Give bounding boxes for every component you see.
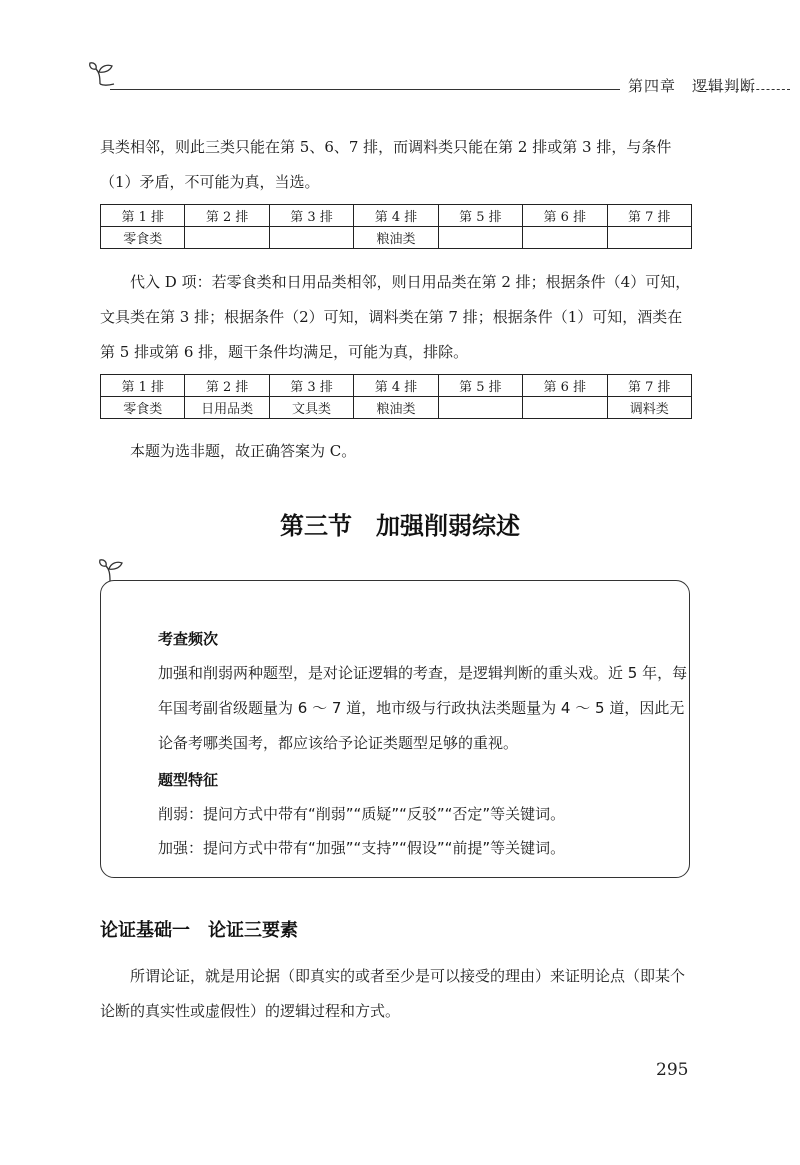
table-cell: 零食类 [101,397,185,419]
section-title: 第三节 加强削弱综述 [280,512,520,540]
answer-paragraph: 本题为选非题，故正确答案为 C。 [130,442,357,460]
table-row [101,397,692,419]
table-cell [607,227,691,249]
table-cell: 第 6 排 [523,205,607,227]
table-cell: 日用品类 [185,397,269,419]
header-rule-right [700,89,790,90]
table-cell: 调料类 [607,397,691,419]
table-cell: 第 5 排 [438,205,522,227]
box-text-strengthen: 加强：提问方式中带有“加强”“支持”“假设”“前提”等关键词。 [158,839,566,857]
sprout-icon [88,60,118,86]
table-cell: 第 2 排 [185,205,269,227]
paragraph-1: 具类相邻，则此三类只能在第 5、6、7 排，而调料类只能在第 2 排或第 3 排，与条件（1）矛盾，不可能为真，当选。 [100,138,672,191]
table-cell: 第 7 排 [607,205,691,227]
page-header [88,60,790,94]
table-row [101,227,692,249]
header-rule-left [110,89,620,90]
table-cell: 第 1 排 [101,375,185,397]
chapter-title: 第四章 逻辑判断 [628,77,757,95]
table-cell: 粮油类 [354,227,438,249]
table-cell: 第 5 排 [438,375,522,397]
arrangement-table-2 [100,374,692,419]
subheading: 论证基础一 论证三要素 [100,920,298,941]
table-cell [438,227,522,249]
table-cell: 第 2 排 [185,375,269,397]
page-number: 295 [656,1060,689,1080]
table-header-row [101,375,692,397]
paragraph-2: 代入 D 项：若零食类和日用品类相邻，则日用品类在第 2 排；根据条件（4）可知，文具类在第 3 排；根据条件（2）可知，调料类在第 7 排；根据条件（1）可知，酒类在第 5 排或第 6 排，题干条件均满足，可能为真，排除。 [100,273,691,361]
table-cell [185,227,269,249]
table-header-row [101,205,692,227]
table-cell: 第 6 排 [523,375,607,397]
table-cell: 第 4 排 [354,205,438,227]
box-heading-features: 题型特征 [158,771,219,789]
paragraph-4: 所谓论证，就是用论据（即真实的或者至少是可以接受的理由）来证明论点（即某个论断的真实性或虚假性）的逻辑过程和方式。 [100,967,686,1020]
arrangement-table-1 [100,204,692,249]
table-cell [523,397,607,419]
box-text-weaken: 削弱：提问方式中带有“削弱”“质疑”“反驳”“否定”等关键词。 [158,805,566,823]
table-cell: 第 3 排 [269,205,353,227]
box-heading-frequency: 考查频次 [158,630,219,648]
table-cell: 零食类 [101,227,185,249]
table-cell: 第 7 排 [607,375,691,397]
table-cell: 文具类 [269,397,353,419]
table-cell: 第 3 排 [269,375,353,397]
table-cell: 第 4 排 [354,375,438,397]
table-cell [523,227,607,249]
table-cell: 第 1 排 [101,205,185,227]
table-cell: 粮油类 [354,397,438,419]
box-text-frequency: 加强和削弱两种题型，是对论证逻辑的考查，是逻辑判断的重头戏。近 5 年，每年国考副省级题量为 6 ～ 7 道，地市级与行政执法类题量为 4 ～ 5 道，因此无论备考哪类国考，都应该给予论证类题型足够的重视。 [158,664,688,752]
table-cell [438,397,522,419]
table-cell [269,227,353,249]
